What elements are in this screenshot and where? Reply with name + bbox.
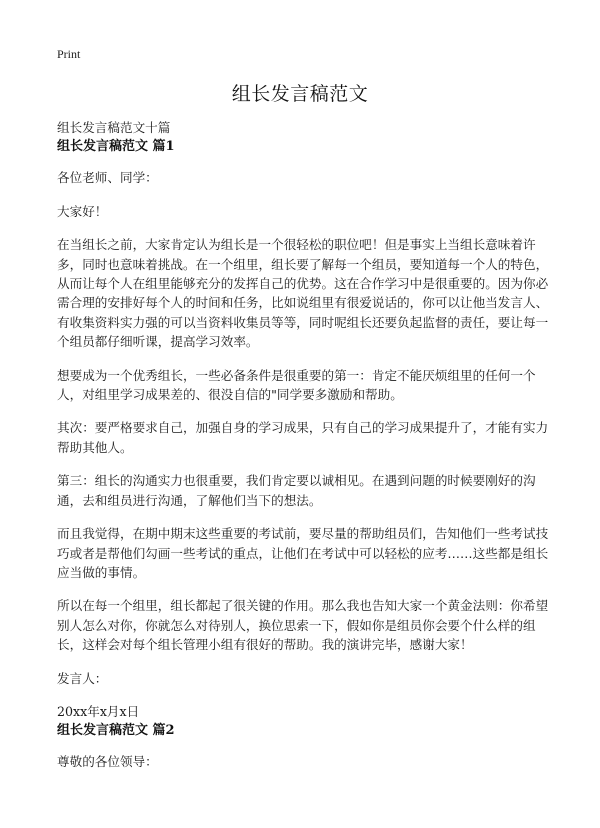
- paragraph: 第三：组长的沟通实力也很重要，我们肯定要以诚相见。在遇到问题的时候要刚好的沟通，去和组员进行沟通，了解他们当下的想法。: [57, 473, 536, 508]
- salutation: 大家好！: [57, 203, 108, 219]
- paragraph: 其次：要严格要求自己，加强自身的学习成果，只有自己的学习成果提升了，才能有实力帮助其他人。: [57, 420, 549, 455]
- document-body: [57, 118, 549, 772]
- print-link[interactable]: Print: [57, 47, 81, 61]
- greeting: 尊敬的各位领导：: [57, 754, 158, 770]
- paragraph: 在当组长之前，大家肯定认为组长是一个很轻松的职位吧！但是事实上当组长意味着许多，同时也意味着挑战。在一个组里，组长要了解每一个组员，要知道每一个人的特色，从而让每个人在组里能够充分的发挥自己的优势。这在合作学习中是很重要的。因为你必需合理的安排好每个人的时间和任务，比如说组里有很爱说话的，你可以让他当发言人、有收集资料实力强的可以当资料收集员等等，同时呢组长还要负起监督的责任，要让每一个组员都仔细听课，提高学习效率。: [57, 237, 549, 350]
- greeting: 各位老师、同学：: [57, 170, 158, 186]
- section-heading-1: 组长发言稿范文 篇1: [57, 139, 175, 155]
- paragraph: 想要成为一个优秀组长，一些必备条件是很重要的第一：肯定不能厌烦组里的任何一个人，对组里学习成果差的、很没自信的"同学要多激励和帮助。: [57, 367, 536, 403]
- section-heading-2: 组长发言稿范文 篇2: [57, 723, 175, 739]
- paragraph: 所以在每一个组里，组长都起了很关键的作用。那么我也告知大家一个黄金法则：你希望别人怎么对你，你就怎么对待别人，换位思索一下，假如你是组员你会要个什么样的组长，这样会对每个组长管理小组有很好的帮助。我的演讲完毕，感谢大家！: [57, 598, 549, 653]
- speaker-line: 发言人：: [57, 670, 108, 686]
- document-subtitle: 组长发言稿范文十篇: [57, 120, 171, 135]
- paragraph: 而且我觉得，在期中期末这些重要的考试前，要尽量的帮助组员们，告知他们一些考试技巧或者是帮他们勾画一些考试的重点，让他们在考试中可以轻松的应考……这些都是组长应当做的事情。: [57, 526, 549, 580]
- page-title: 组长发言稿范文: [231, 83, 369, 105]
- date-line: 20xx年x月x日: [57, 703, 140, 719]
